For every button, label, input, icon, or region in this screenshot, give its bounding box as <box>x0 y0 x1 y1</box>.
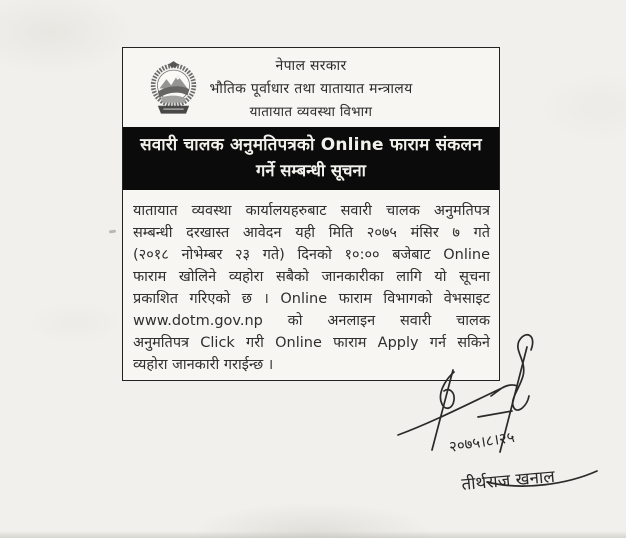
letterhead <box>123 55 499 124</box>
body-line: यातायात व्यवस्था कार्यालयहरुबाट सवारी चालक अनुमतिपत्र <box>133 203 490 219</box>
government-name: नेपाल सरकार <box>275 58 347 74</box>
notice-title-line1: सवारी चालक अनुमतिपत्रको Online फाराम संकलन <box>140 135 482 155</box>
department-name: यातायात व्यवस्था विभाग <box>249 104 373 120</box>
notice-title-line2: गर्ने सम्बन्धी सूचना <box>256 161 366 180</box>
scan-speck <box>109 230 116 234</box>
body-line: फाराम खोलिने व्यहोरा सबैको जानकारीका लागि यो सूचना <box>133 269 490 285</box>
body-line: अनुमतिपत्र Click गरी Online फाराम Apply गर्न सकिने <box>133 335 490 351</box>
scan-edge-shadow <box>0 531 626 538</box>
ministry-name: भौतिक पूर्वाधार तथा यातायात मन्त्रालय <box>209 81 413 97</box>
signature-flourish <box>398 335 597 486</box>
body-line: प्रकाशित गरिएको छ । Online फाराम विभागको वेभसाइट <box>133 291 490 307</box>
handwritten-signature <box>388 328 626 514</box>
handwritten-name: तीर्थराज खनाल <box>460 466 556 495</box>
body-line-website: www.dotm.gov.np को अनलाइन सवारी चालक <box>133 313 490 329</box>
notice-title-banner <box>123 127 499 190</box>
handwritten-date: २०७५।८।२५ <box>447 427 516 456</box>
body-line: (२०१८ नोभेम्बर २३ गते) दिनको १०:०० बजेबाट Online <box>133 247 490 263</box>
body-line: सम्बन्धी दरखास्त आवेदन यही मिति २०७५ मंसिर ७ गते <box>133 225 490 241</box>
body-line: व्यहोरा जानकारी गराईन्छ । <box>133 357 274 373</box>
